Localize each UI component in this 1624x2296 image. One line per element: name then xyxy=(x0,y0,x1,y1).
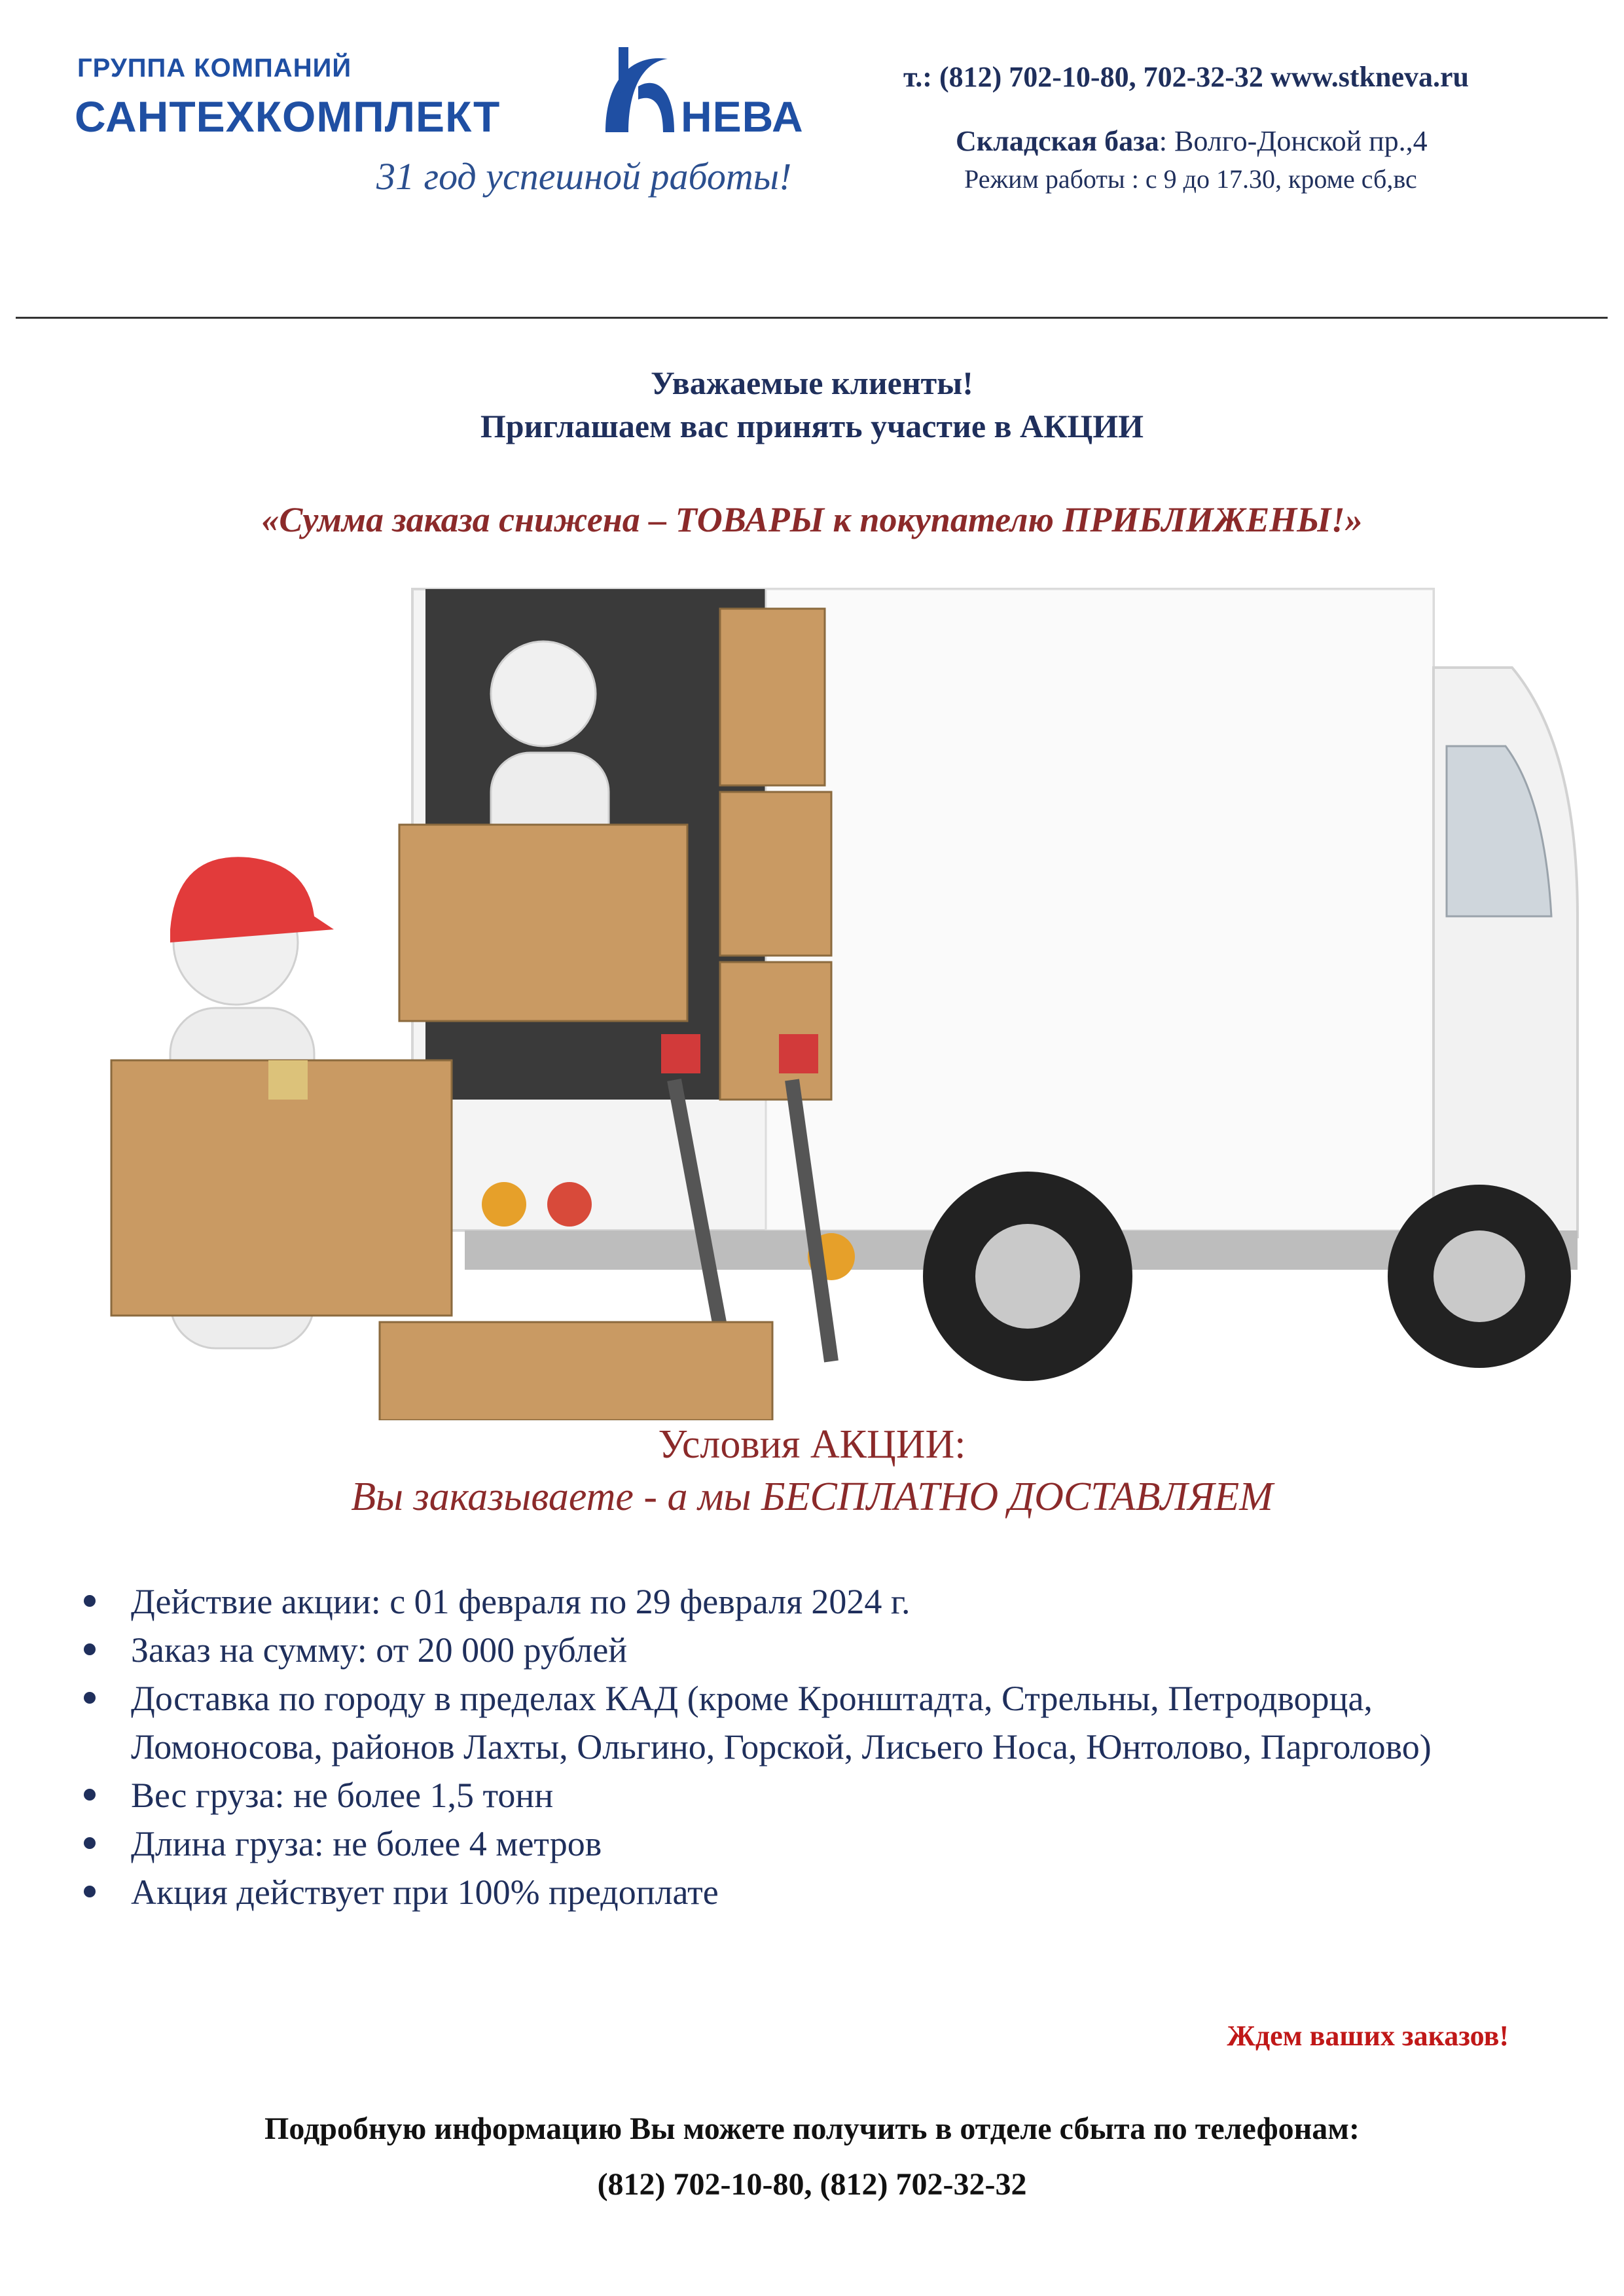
list-item xyxy=(84,1771,1557,1820)
sales-phones: (812) 702-10-80, (812) 702-32-32 xyxy=(597,2167,1027,2202)
bullet-icon xyxy=(84,1789,96,1801)
working-hours: Режим работы : с 9 до 17.30, кроме сб,вс xyxy=(964,164,1417,194)
warehouse-label: Складская база xyxy=(956,125,1159,157)
logo-tagline: 31 год успешной работы! xyxy=(376,155,792,198)
condition-text: Доставка по городу в пределах КАД (кроме Кронштадта, Стрельны, Петродворца, Ломоносова, районов Лахты, Ольгино, Горской, Лисьего Носа, Юнтолово, Парголово) xyxy=(131,1679,1432,1767)
warehouse-value: : Волго-Донской пр.,4 xyxy=(1159,125,1428,157)
condition-text: Акция действует при 100% предоплате xyxy=(131,1873,719,1912)
conditions-title: Условия АКЦИИ: xyxy=(658,1422,966,1467)
invite-heading: Приглашаем вас принять участие в АКЦИИ xyxy=(480,408,1144,444)
bullet-icon xyxy=(84,1595,96,1607)
logo-company-name-neva: НЕВА xyxy=(681,92,804,141)
greeting-heading: Уважаемые клиенты! xyxy=(651,365,973,401)
condition-text: Заказ на сумму: от 20 000 рублей xyxy=(131,1630,628,1670)
list-item xyxy=(84,1868,1557,1916)
logo-wave-icon xyxy=(592,41,684,139)
condition-text: Длина груза: не более 4 метров xyxy=(131,1824,602,1863)
conditions-subtitle: Вы заказываете - а мы БЕСПЛАТНО ДОСТАВЛЯЕМ xyxy=(351,1475,1273,1519)
bullet-icon xyxy=(84,1692,96,1704)
delivery-truck-loading-illustration xyxy=(72,576,1591,1420)
list-item xyxy=(84,1820,1557,1868)
bullet-icon xyxy=(84,1643,96,1655)
bullet-icon xyxy=(84,1886,96,1897)
condition-text: Вес груза: не более 1,5 тонн xyxy=(131,1776,554,1815)
conditions-list xyxy=(84,1577,1557,1916)
info-text: Подробную информацию Вы можете получить в отделе сбыта по телефонам: xyxy=(264,2111,1360,2146)
condition-text: Действие акции: с 01 февраля по 29 февраля 2024 г. xyxy=(131,1582,911,1621)
promo-slogan: «Сумма заказа снижена – ТОВАРЫ к покупателю ПРИБЛИЖЕНЫ!» xyxy=(261,500,1363,539)
header-divider xyxy=(16,317,1608,319)
list-item xyxy=(84,1626,1557,1674)
list-item xyxy=(84,1674,1557,1771)
logo-company-name: САНТЕХКОМПЛЕКТ xyxy=(75,92,501,141)
await-orders-text: Ждем ваших заказов! xyxy=(1227,2020,1509,2052)
logo-group-text: ГРУППА КОМПАНИЙ xyxy=(77,54,352,82)
contact-phone-website: т.: (812) 702-10-80, 702-32-32 www.stkneva.ru xyxy=(903,61,1470,93)
warehouse-address xyxy=(956,124,1428,158)
list-item xyxy=(84,1577,1557,1626)
bullet-icon xyxy=(84,1837,96,1849)
